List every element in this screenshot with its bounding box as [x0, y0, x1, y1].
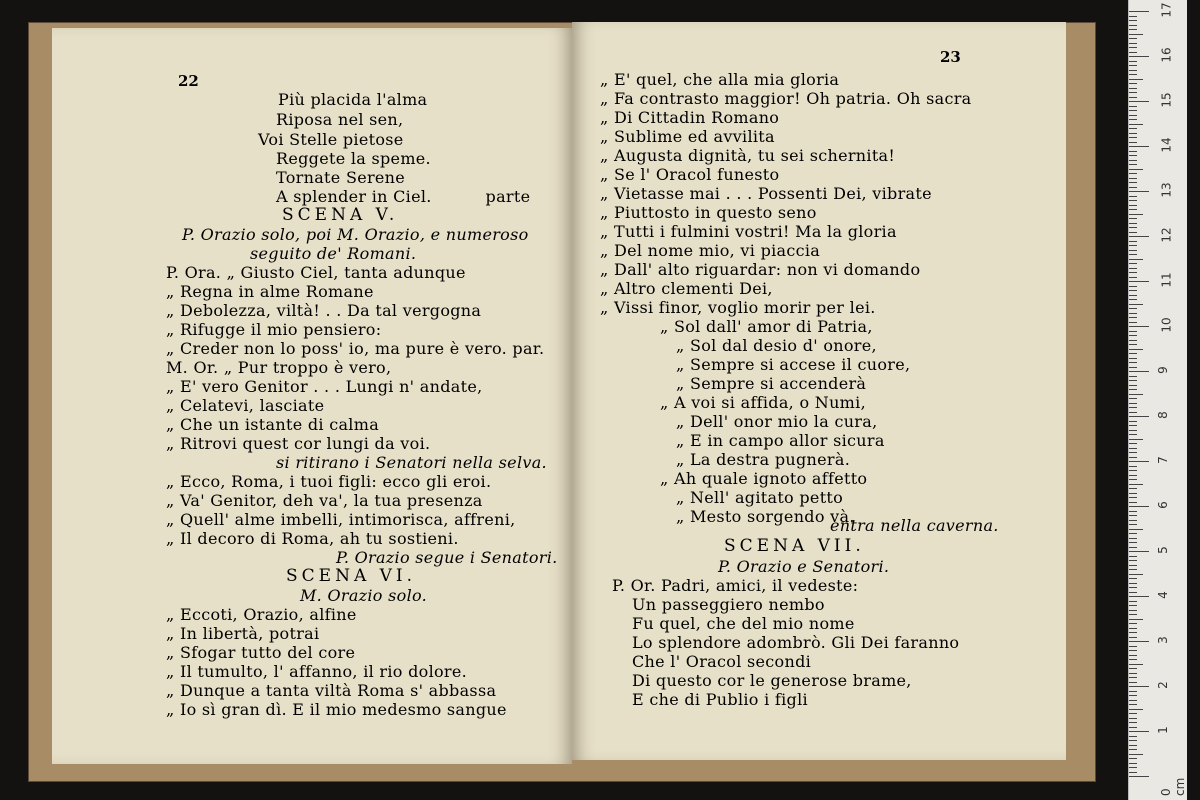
ruler-label: 17 [1159, 2, 1174, 18]
left-line: „ In libertà, potrai [166, 624, 320, 643]
ruler-tick [1129, 538, 1137, 539]
ruler-tick [1129, 362, 1137, 363]
ruler-label: 12 [1159, 227, 1174, 243]
left-line: M. Or. „ Pur troppo è vero, [166, 358, 392, 377]
left-line: „ Io sì gran dì. E il mio medesmo sangue [166, 700, 507, 719]
ruler-tick [1129, 493, 1137, 494]
ruler-tick [1129, 200, 1137, 201]
ruler-tick [1129, 205, 1137, 206]
ruler-tick [1129, 79, 1143, 80]
ruler-tick [1129, 484, 1143, 485]
ruler-tick [1129, 623, 1137, 624]
ruler-tick [1129, 56, 1149, 57]
right-line: „ Sempre si accese il cuore, [676, 355, 911, 374]
ruler-tick [1129, 313, 1137, 314]
page-number-right: 23 [940, 48, 961, 66]
ruler-tick [1129, 241, 1137, 242]
left-line: „ Il decoro di Roma, ah tu sostieni. [166, 529, 459, 548]
left-line: „ Sfogar tutto del core [166, 643, 356, 662]
ruler-tick [1129, 124, 1143, 125]
ruler-tick [1129, 295, 1137, 296]
ruler-tick [1129, 475, 1137, 476]
left-line: „ Ritrovi quest cor lungi da voi. [166, 434, 431, 453]
ruler-tick [1129, 304, 1143, 305]
right-line: Di questo cor le generose brame, [632, 671, 912, 690]
right-line: „ E' quel, che alla mia gloria [600, 70, 840, 89]
right-line: „ E in campo allor sicura [676, 431, 885, 450]
ruler-tick [1129, 335, 1137, 336]
left-line: „ Creder non lo poss' io, ma pure è vero. par. [166, 339, 545, 358]
right-line: „ Sol dal desio d' onore, [676, 336, 877, 355]
left-line: Più placida l'alma [278, 90, 428, 109]
ruler-label: 5 [1155, 546, 1170, 554]
ruler-tick [1129, 106, 1137, 107]
right-line: Lo splendore adombrò. Gli Dei faranno [632, 633, 960, 652]
right-line: „ Del nome mio, vi piaccia [600, 241, 821, 260]
ruler-tick [1129, 178, 1137, 179]
ruler-tick [1129, 659, 1137, 660]
ruler-tick [1129, 461, 1149, 462]
ruler-tick [1129, 511, 1137, 512]
ruler-label: 2 [1155, 681, 1170, 689]
ruler-tick [1129, 439, 1143, 440]
ruler-tick [1129, 520, 1137, 521]
left-line: „ Ecco, Roma, i tuoi figli: ecco gli eroi. [166, 472, 492, 491]
ruler-tick [1129, 236, 1149, 237]
ruler-label: 13 [1159, 182, 1174, 198]
ruler-label: 11 [1159, 272, 1174, 288]
right-line: SCENA VII. [724, 536, 865, 556]
ruler-tick [1129, 169, 1143, 170]
ruler-tick [1129, 61, 1137, 62]
right-line: „ Tutti i fulmini vostri! Ma la gloria [600, 222, 897, 241]
ruler-tick [1129, 227, 1137, 228]
ruler-tick [1129, 29, 1137, 30]
ruler-tick [1129, 587, 1137, 588]
ruler-tick [1129, 331, 1137, 332]
ruler-tick [1129, 664, 1143, 665]
ruler-tick [1129, 223, 1137, 224]
right-line: „ Vissi finor, voglio morir per lei. [600, 298, 876, 317]
ruler-tick [1129, 502, 1137, 503]
ruler-tick [1129, 466, 1137, 467]
left-line: M. Orazio solo. [300, 586, 428, 605]
ruler-label: 16 [1159, 47, 1174, 63]
ruler-tick [1129, 641, 1149, 642]
right-line: Che l' Oracol secondi [632, 652, 812, 671]
left-line: Voi Stelle pietose [258, 130, 404, 149]
ruler-tick [1129, 326, 1149, 327]
ruler-tick [1129, 299, 1137, 300]
ruler-tick [1129, 763, 1137, 764]
right-line: „ Augusta dignità, tu sei schernita! [600, 146, 896, 165]
ruler-tick [1129, 254, 1137, 255]
ruler-tick [1129, 389, 1137, 390]
ruler-tick [1129, 592, 1137, 593]
ruler-tick [1129, 650, 1137, 651]
ruler-tick [1129, 371, 1149, 372]
ruler-tick [1129, 115, 1137, 116]
ruler-tick [1129, 173, 1137, 174]
ruler-tick [1129, 268, 1137, 269]
ruler-tick [1129, 65, 1137, 66]
ruler-tick [1129, 430, 1137, 431]
right-line: Fu quel, che del mio nome [632, 614, 855, 633]
ruler-tick [1129, 403, 1137, 404]
left-line: „ Celatevi, lasciate [166, 396, 325, 415]
ruler-tick [1129, 673, 1137, 674]
ruler-tick [1129, 340, 1137, 341]
ruler-tick [1129, 119, 1137, 120]
ruler-tick [1129, 92, 1137, 93]
left-line: Riposa nel sen, [276, 110, 404, 129]
ruler-tick [1129, 187, 1137, 188]
ruler-tick [1129, 367, 1137, 368]
left-line: „ Debolezza, viltà! . . Da tal vergogna [166, 301, 482, 320]
ruler-label: 7 [1155, 456, 1170, 464]
ruler-tick [1129, 110, 1137, 111]
ruler-tick [1129, 407, 1137, 408]
ruler-tick [1129, 722, 1137, 723]
ruler-tick [1129, 596, 1149, 597]
ruler-tick [1129, 128, 1137, 129]
ruler-tick [1129, 578, 1137, 579]
ruler-tick [1129, 277, 1137, 278]
ruler-tick [1129, 47, 1137, 48]
right-line: „ Di Cittadin Romano [600, 108, 780, 127]
ruler-tick [1129, 758, 1137, 759]
ruler-tick [1129, 43, 1137, 44]
ruler-tick [1129, 11, 1149, 12]
ruler-tick [1129, 353, 1137, 354]
ruler-tick [1129, 308, 1137, 309]
ruler-tick [1129, 470, 1137, 471]
ruler-tick [1129, 457, 1137, 458]
ruler-tick [1129, 25, 1137, 26]
ruler-tick [1129, 376, 1137, 377]
ruler-tick [1129, 736, 1137, 737]
ruler-tick [1129, 214, 1143, 215]
left-line: P. Orazio segue i Senatori. [336, 548, 558, 567]
ruler-tick [1129, 731, 1149, 732]
ruler-tick [1129, 425, 1137, 426]
left-line: „ Il tumulto, l' affanno, il rio dolore. [166, 662, 468, 681]
ruler-tick [1129, 479, 1137, 480]
ruler-tick [1129, 83, 1137, 84]
right-line: „ Mesto sorgendo và. [676, 507, 855, 526]
left-line: P. Ora. „ Giusto Ciel, tanta adunque [166, 263, 466, 282]
ruler-tick [1129, 700, 1137, 701]
ruler-tick [1129, 749, 1137, 750]
ruler-label: 1 [1155, 726, 1170, 734]
ruler-tick [1129, 560, 1137, 561]
ruler-tick [1129, 52, 1137, 53]
ruler-tick [1129, 97, 1137, 98]
ruler-label: 9 [1155, 366, 1170, 374]
ruler-tick [1129, 605, 1137, 606]
left-line: „ Che un istante di calma [166, 415, 380, 434]
right-line: „ Sempre si accenderà [676, 374, 867, 393]
ruler-tick [1129, 191, 1149, 192]
ruler-tick [1129, 772, 1137, 773]
ruler-tick [1129, 767, 1137, 768]
ruler-tick [1129, 272, 1137, 273]
ruler-tick [1129, 380, 1137, 381]
ruler-label: 14 [1159, 137, 1174, 153]
ruler-tick [1129, 398, 1137, 399]
ruler-tick [1129, 677, 1137, 678]
ruler-tick [1129, 695, 1137, 696]
left-line: „ E' vero Genitor . . . Lungi n' andate, [166, 377, 483, 396]
ruler-tick [1129, 506, 1149, 507]
right-line: E che di Publio i figli [632, 690, 808, 709]
ruler-tick [1129, 290, 1137, 291]
ruler-tick [1129, 412, 1137, 413]
ruler-tick [1129, 601, 1137, 602]
ruler-tick [1129, 569, 1137, 570]
ruler-tick [1129, 317, 1137, 318]
ruler-tick [1129, 497, 1137, 498]
ruler-tick [1129, 20, 1137, 21]
ruler-tick [1129, 727, 1137, 728]
ruler-tick [1129, 686, 1149, 687]
ruler-tick [1129, 745, 1137, 746]
ruler-tick [1129, 88, 1137, 89]
ruler-tick [1129, 668, 1137, 669]
right-line: „ Sublime ed avvilita [600, 127, 775, 146]
left-line: A splender in Ciel. parte [276, 187, 531, 206]
left-line: si ritirano i Senatori nella selva. [276, 453, 547, 472]
left-line: „ Rifugge il mio pensiero: [166, 320, 382, 339]
ruler-label: 4 [1155, 591, 1170, 599]
ruler-tick [1129, 718, 1137, 719]
ruler-tick [1129, 263, 1137, 264]
right-line: Un passeggiero nembo [632, 595, 825, 614]
ruler-tick [1129, 533, 1137, 534]
ruler-tick [1129, 182, 1137, 183]
ruler-tick [1129, 740, 1137, 741]
ruler-tick [1129, 443, 1137, 444]
ruler-tick [1129, 38, 1137, 39]
ruler-tick [1129, 218, 1137, 219]
ruler-tick [1129, 209, 1137, 210]
left-line: Reggete la speme. [276, 149, 431, 168]
left-line: „ Quell' alme imbelli, intimorisca, affreni, [166, 510, 516, 529]
left-line: SCENA V. [282, 205, 399, 225]
ruler-label: 15 [1159, 92, 1174, 108]
ruler-tick [1129, 133, 1137, 134]
ruler-tick [1129, 232, 1137, 233]
right-line: „ Dall' alto riguardar: non vi domando [600, 260, 921, 279]
ruler-tick [1129, 74, 1137, 75]
ruler-tick [1129, 583, 1137, 584]
ruler-tick [1129, 421, 1137, 422]
ruler-tick [1129, 754, 1143, 755]
left-line: „ Va' Genitor, deh va', la tua presenza [166, 491, 483, 510]
ruler-tick [1129, 137, 1137, 138]
ruler-tick [1129, 34, 1143, 35]
right-line: „ Se l' Oracol funesto [600, 165, 780, 184]
ruler-tick [1129, 452, 1137, 453]
ruler-tick [1129, 574, 1143, 575]
ruler-tick [1129, 632, 1137, 633]
ruler-tick [1129, 691, 1137, 692]
ruler-label: 0 cm [1159, 777, 1187, 796]
left-line: „ Eccoti, Orazio, alfine [166, 605, 357, 624]
right-line: „ Vietasse mai . . . Possenti Dei, vibrate [600, 184, 932, 203]
left-line: P. Orazio solo, poi M. Orazio, e numeroso [182, 225, 529, 244]
ruler-tick [1129, 619, 1143, 620]
ruler-tick [1129, 713, 1137, 714]
ruler-tick [1129, 614, 1137, 615]
left-line: Tornate Serene [276, 168, 406, 187]
ruler-tick [1129, 448, 1137, 449]
right-line: „ Fa contrasto maggior! Oh patria. Oh sacra [600, 89, 972, 108]
ruler-tick [1129, 628, 1137, 629]
ruler-tick [1129, 349, 1143, 350]
ruler-label: 8 [1155, 411, 1170, 419]
ruler-tick [1129, 250, 1137, 251]
ruler-tick [1129, 637, 1137, 638]
right-line: „ A voi si affida, o Numi, [660, 393, 866, 412]
ruler-tick [1129, 146, 1149, 147]
measuring-ruler [1128, 0, 1187, 800]
ruler-tick [1129, 16, 1137, 17]
ruler-label: 10 [1159, 317, 1174, 333]
ruler-label: 3 [1155, 636, 1170, 644]
ruler-tick [1129, 142, 1137, 143]
ruler-tick [1129, 358, 1137, 359]
ruler-tick [1129, 551, 1149, 552]
right-line: „ Piuttosto in questo seno [600, 203, 817, 222]
ruler-tick [1129, 286, 1137, 287]
right-line: „ La destra pugnerà. [676, 450, 851, 469]
right-line: „ Dell' onor mio la cura, [676, 412, 878, 431]
ruler-tick [1129, 245, 1137, 246]
ruler-tick [1129, 488, 1137, 489]
right-line: „ Altro clementi Dei, [600, 279, 773, 298]
ruler-tick [1129, 524, 1137, 525]
ruler-tick [1129, 556, 1137, 557]
ruler-tick [1129, 281, 1149, 282]
ruler-tick [1129, 547, 1137, 548]
ruler-tick [1129, 416, 1149, 417]
ruler-tick [1129, 704, 1137, 705]
left-line: seguito de' Romani. [250, 244, 417, 263]
right-line: P. Orazio e Senatori. [718, 557, 890, 576]
ruler-tick [1129, 155, 1137, 156]
ruler-tick [1129, 151, 1137, 152]
ruler-tick [1129, 164, 1137, 165]
left-line: „ Regna in alme Romane [166, 282, 374, 301]
ruler-tick [1129, 542, 1137, 543]
ruler-label: 6 [1155, 501, 1170, 509]
right-line: „ Ah quale ignoto affetto [660, 469, 868, 488]
right-line: „ Sol dall' amor di Patria, [660, 317, 873, 336]
ruler-tick [1129, 322, 1137, 323]
ruler-tick [1129, 101, 1149, 102]
right-line: entra nella caverna. [830, 516, 999, 535]
ruler-tick [1129, 385, 1137, 386]
ruler-tick [1129, 160, 1137, 161]
left-line: SCENA VI. [286, 566, 417, 586]
ruler-tick [1129, 610, 1137, 611]
page-number-left: 22 [178, 72, 199, 90]
right-line: „ Nell' agitato petto [676, 488, 844, 507]
ruler-tick [1129, 776, 1149, 777]
ruler-tick [1129, 655, 1137, 656]
ruler-tick [1129, 529, 1143, 530]
ruler-tick [1129, 565, 1137, 566]
ruler-tick [1129, 682, 1137, 683]
right-line: P. Or. Padri, amici, il vedeste: [612, 576, 859, 595]
ruler-tick [1129, 646, 1137, 647]
left-line: „ Dunque a tanta viltà Roma s' abbassa [166, 681, 497, 700]
ruler-tick [1129, 515, 1137, 516]
ruler-tick [1129, 394, 1143, 395]
ruler-tick [1129, 434, 1137, 435]
ruler-tick [1129, 259, 1143, 260]
ruler-tick [1129, 344, 1137, 345]
ruler-tick [1129, 70, 1137, 71]
ruler-tick [1129, 196, 1137, 197]
ruler-tick [1129, 709, 1143, 710]
